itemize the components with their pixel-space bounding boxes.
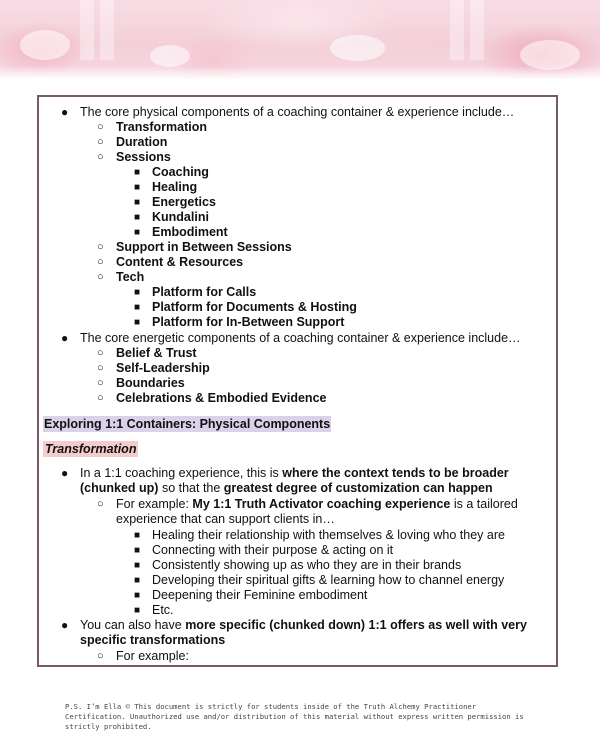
bullet-marker: ○ (97, 241, 104, 253)
document-content-box (37, 95, 558, 667)
text-run: You can also have (80, 618, 186, 632)
list-item-text: The core physical components of a coaching container & experience include… (80, 105, 515, 119)
bullet-marker: ○ (97, 650, 104, 662)
list-item-text: Content & Resources (116, 255, 244, 269)
list-item-text: Coaching (152, 165, 209, 179)
bullet-marker: ■ (134, 302, 141, 313)
list-item-text: Healing (152, 180, 198, 194)
text-run-bold: greatest degree of customization can happen (223, 481, 493, 495)
bullet-marker: ■ (134, 590, 141, 601)
text-run-bold: where the context tends to be broader (chunked up) (80, 466, 509, 495)
text-run: For example: (116, 497, 193, 511)
header-floral-banner (0, 0, 600, 80)
list-item-text: Kundalini (152, 210, 209, 224)
bullet-marker: ■ (134, 287, 141, 298)
copyright-footer: P.S. I’m Ella © This document is strictly for students inside of the Truth Alchemy Practitioner Certification. Unauthorized use and/or distribution of this material without express written permission is strictly prohibited. (65, 702, 524, 731)
paragraph (80, 618, 556, 648)
list-item-text: Connecting with their purpose & acting on it (152, 543, 394, 557)
bullet-marker: ■ (134, 530, 141, 541)
text-run: so that the (158, 481, 224, 495)
paragraph (80, 466, 556, 496)
list-item-text: Embodiment (152, 225, 228, 239)
list-item-text: Deepening their Feminine embodiment (152, 588, 368, 602)
list-item-text: Platform for Documents & Hosting (152, 300, 357, 314)
bullet-marker: ■ (134, 605, 141, 616)
bullet-marker: ○ (97, 151, 104, 163)
bullet-marker: ■ (134, 545, 141, 556)
list-item-text: Boundaries (116, 376, 185, 390)
bullet-marker: ● (61, 331, 69, 345)
list-item-text: Platform for In-Between Support (152, 315, 345, 329)
bullet-marker: ■ (134, 317, 141, 328)
list-item-text: Celebrations & Embodied Evidence (116, 391, 327, 405)
list-item-text: Etc. (152, 603, 174, 617)
list-item-text: Consistently showing up as who they are in their brands (152, 558, 462, 572)
bullet-marker: ■ (134, 575, 141, 586)
bullet-marker: ● (61, 105, 69, 119)
bullet-marker: ○ (97, 362, 104, 374)
list-item-text: Tech (116, 270, 145, 284)
text-run-bold: more specific (chunked down) 1:1 offers as well with very specific transformations (80, 618, 527, 647)
bullet-marker: ○ (97, 498, 104, 510)
list-item-text: Platform for Calls (152, 285, 257, 299)
bullet-marker: ○ (97, 256, 104, 268)
list-item-text: Self-Leadership (116, 361, 210, 375)
subheading: Transformation (45, 442, 137, 456)
list-item-text: Developing their spiritual gifts & learning how to channel energy (152, 573, 505, 587)
bullet-marker: ■ (134, 167, 141, 178)
bullet-marker: ● (61, 618, 69, 632)
bullet-marker: ● (61, 466, 69, 480)
bullet-marker: ■ (134, 197, 141, 208)
bullet-marker: ○ (97, 392, 104, 404)
text-run-bold: My 1:1 Truth Activator coaching experience (192, 497, 451, 511)
list-item-text: Belief & Trust (116, 346, 197, 360)
bullet-marker: ■ (134, 227, 141, 238)
list-item-text: Healing their relationship with themselves & loving who they are (152, 528, 505, 542)
list-item-text: Sessions (116, 150, 171, 164)
list-item-text: Support in Between Sessions (116, 240, 292, 254)
bullet-marker: ○ (97, 377, 104, 389)
bullet-marker: ■ (134, 182, 141, 193)
bullet-marker: ○ (97, 271, 104, 283)
list-item-text: Transformation (116, 120, 207, 134)
list-item-text: Energetics (152, 195, 216, 209)
bullet-marker: ■ (134, 560, 141, 571)
text-run: In a 1:1 coaching experience, this is (80, 466, 283, 480)
list-item-text: For example: (116, 649, 189, 663)
text-run: is a tailored experience that can support clients in… (116, 497, 518, 526)
bullet-marker: ○ (97, 121, 104, 133)
paragraph (116, 497, 546, 527)
bullet-marker: ○ (97, 347, 104, 359)
section-heading: Exploring 1:1 Containers: Physical Components (44, 417, 331, 431)
bullet-marker: ■ (134, 212, 141, 223)
bullet-marker: ○ (97, 136, 104, 148)
list-item-text: Duration (116, 135, 168, 149)
list-item-text: The core energetic components of a coaching container & experience include… (80, 331, 521, 345)
